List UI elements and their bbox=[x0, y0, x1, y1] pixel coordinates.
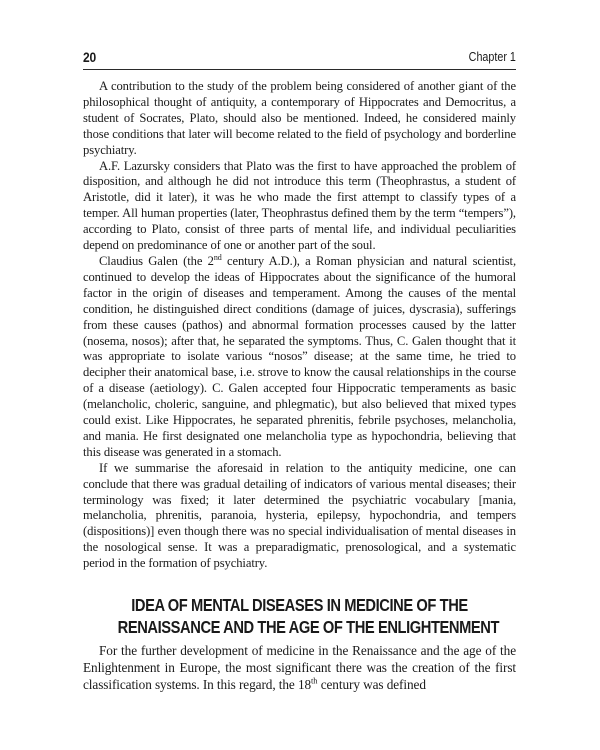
ordinal-suffix: nd bbox=[213, 252, 222, 262]
paragraph-plato: A contribution to the study of the problem being considered of another giant of the philosophical thought of antiquity, a contemporary of Hippocrates and Democritus, a student of Socrates, Plato, should also be mentioned. Indeed, he considered mainly those conditions that later will become related to the field of psychology and borderline psychiatry. bbox=[83, 79, 516, 157]
page-number: 20 bbox=[83, 49, 96, 65]
section-heading-line-1: IDEA OF MENTAL DISEASES IN MEDICINE OF THE bbox=[131, 595, 468, 615]
paragraph-lazursky: A.F. Lazursky considers that Plato was the first to have approached the problem of disposition, and although he did not introduce this term (Theophrastus, a student of Aristotle, did it later), it was he who made the first attempt to classify types of a temper. All human properties (later, Theophrastus defined them by the term “tempers”), according to Plato, consist of three parts of mental life, and individual peculiarities depend on predominance of one or another part of the soul. bbox=[83, 158, 516, 253]
section-heading bbox=[83, 594, 516, 638]
paragraph-renaissance bbox=[83, 642, 516, 693]
paragraph-renaissance-tail: century was defined bbox=[317, 677, 426, 692]
paragraph-renaissance-lead: For the further development of medicine in the Renaissance and the age of the Enlightenment in Europe, the most significant there was the creation of the first classification systems. In this regard, the 18 bbox=[83, 643, 516, 692]
section-heading-line-2: RENAISSANCE AND THE AGE OF THE ENLIGHTENMENT bbox=[117, 617, 500, 637]
body-text bbox=[83, 79, 516, 572]
running-header bbox=[83, 49, 516, 70]
paragraph-galen-lead: Claudius Galen (the 2 bbox=[99, 253, 214, 268]
section-text bbox=[83, 642, 516, 693]
paragraph-galen bbox=[83, 254, 516, 461]
paragraph-galen-text: century A.D.), a Roman physician and natural scientist, continued to develop the ideas of Hippocrates about the significance of the humoral factor in the origin of diseases and temperament. Among the causes of the mental condition, he distinguished direct conditions (damage of juices, dyscrasia), sufferings from these causes (pathos) and abnormal formation processes caused by the latter (nosema, nosos); after that, he separated the symptoms. Thus, C. Galen thought that it was appropriate to isolate various “nosos” disease; at the same time, he tried to decipher their anatomical base, i.e. strove to know the causal relationships in the course of a disease (aetiology). C. Galen accepted four Hippocratic temperaments as basic (melancholic, choleric, sanguine, and phlegmatic), but also believed that mixed types could exist. Like Hippocrates, he separated phrenitis, febrile psychoses, melancholia, and mania. He first designated one melancholia type as hypochondria, believing that this disease was generated in a stomach. bbox=[83, 253, 516, 459]
paragraph-summary: If we summarise the aforesaid in relation to the antiquity medicine, one can conclude that there was gradual detailing of indicators of various mental diseases; their terminology was fixed; it later determined the psychiatric vocabulary [mania, melancholia, phrenitis, paranoia, hysteria, epilepsy, hypochondria, and tempers (dispositions)] even though there was no special individualisation of mental diseases in the nosological sense. It was a preparadigmatic, prenosological, and a systematic period in the formation of psychiatry. bbox=[83, 460, 516, 571]
ordinal-suffix: th bbox=[311, 675, 318, 686]
chapter-label: Chapter 1 bbox=[468, 50, 516, 64]
